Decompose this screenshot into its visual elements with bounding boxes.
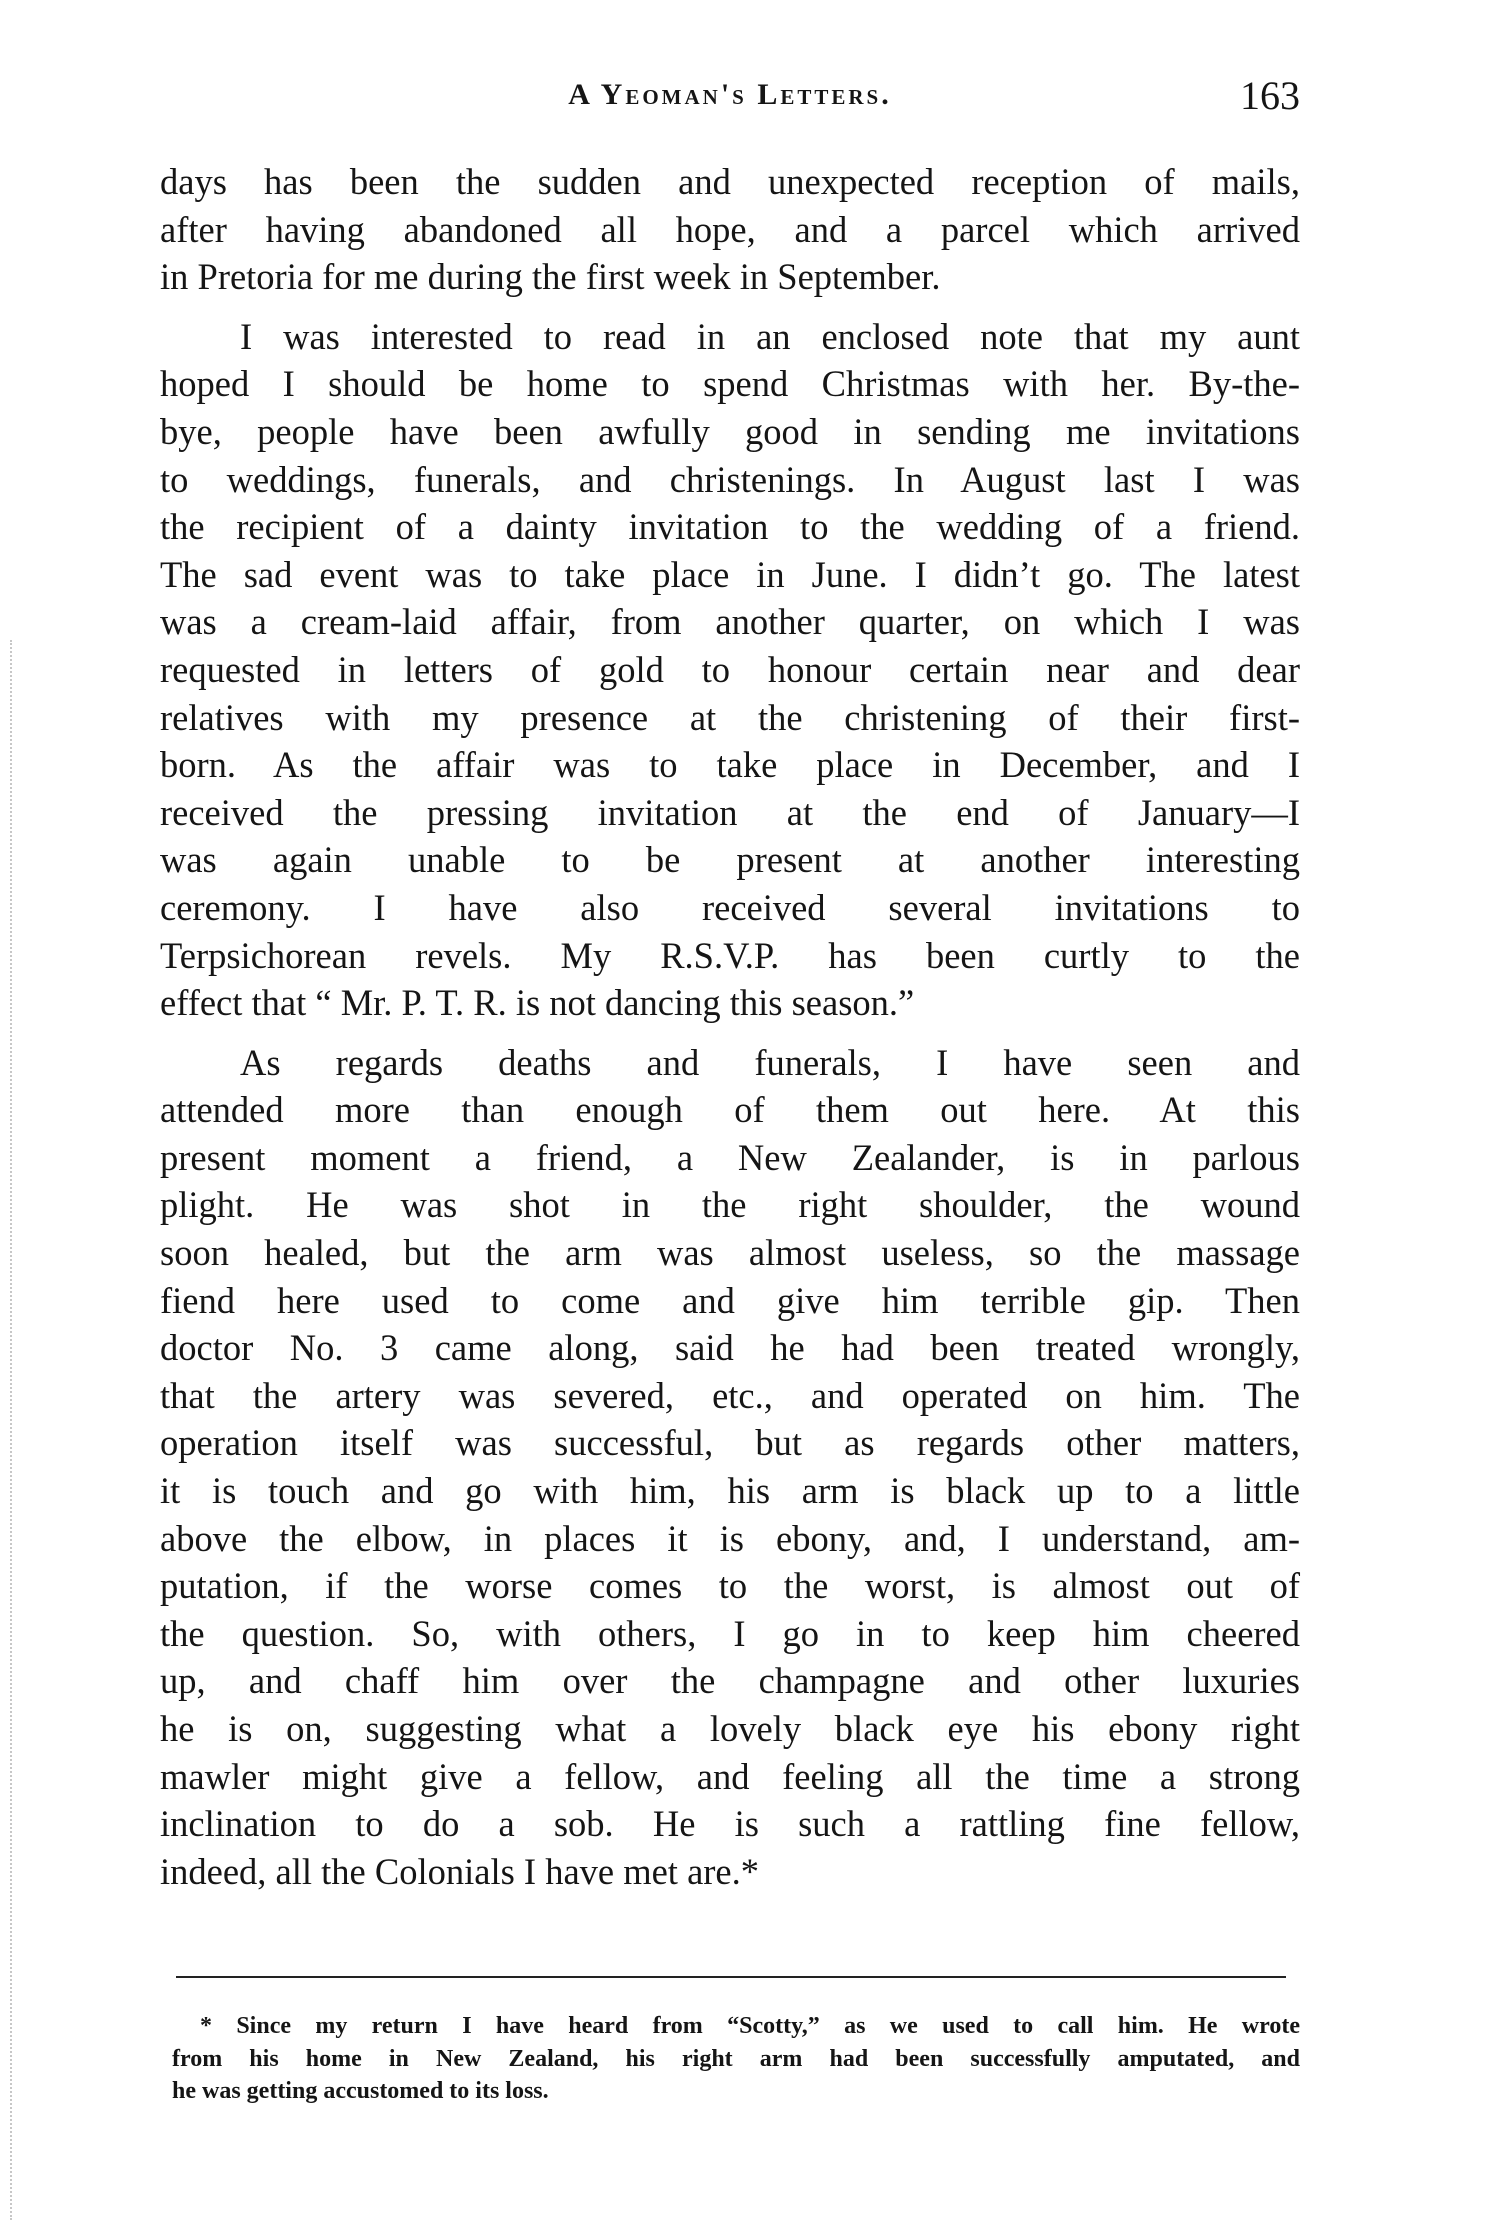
text-line: that the artery was severed, etc., and operated on him. The — [160, 1374, 1300, 1416]
text-line: putation, if the worse comes to the worst, is almost out of — [160, 1565, 1300, 1607]
footnote-rule — [176, 1976, 1286, 1978]
text-line: in Pretoria for me during the first week in September. — [160, 256, 941, 298]
text-line: I was interested to read in an enclosed note that my aunt — [240, 315, 1300, 357]
footnote — [172, 2010, 1300, 2108]
text-line: mawler might give a fellow, and feeling all the time a strong — [160, 1755, 1300, 1797]
paragraph-1 — [160, 158, 1300, 301]
text-line: to weddings, funerals, and christenings. In August last I was — [160, 458, 1300, 500]
text-line: the recipient of a dainty invitation to the wedding of a friend. — [160, 506, 1300, 548]
text-line: received the pressing invitation at the end of January—I — [160, 791, 1300, 833]
text-line: doctor No. 3 came along, said he had been treated wrongly, — [160, 1327, 1300, 1369]
page-number: 163 — [1240, 73, 1300, 118]
binding-gutter-marks — [10, 640, 15, 2220]
text-line: plight. He was shot in the right shoulder, the wound — [160, 1184, 1300, 1226]
text-line: Terpsichorean revels. My R.S.V.P. has been curtly to the — [160, 934, 1300, 976]
text-line: requested in letters of gold to honour certain near and dear — [160, 648, 1300, 690]
paragraph-2 — [160, 313, 1300, 1027]
text-line: he is on, suggesting what a lovely black eye his ebony right — [160, 1708, 1300, 1749]
text-line: days has been the sudden and unexpected reception of mails, — [160, 161, 1300, 202]
text-line: hoped I should be home to spend Christmas with her. By-the- — [160, 363, 1300, 405]
text-line: was a cream-laid affair, from another quarter, on which I was — [160, 601, 1300, 643]
text-line: fiend here used to come and give him terrible gip. Then — [160, 1279, 1300, 1321]
text-line: operation itself was successful, but as regards other matters, — [160, 1422, 1300, 1464]
footnote-line: from his home in New Zealand, his right arm had been successfully amputated, and — [172, 2045, 1300, 2072]
text-line: ceremony. I have also received several invitations to — [160, 886, 1300, 928]
text-line: up, and chaff him over the champagne and other luxuries — [160, 1660, 1300, 1702]
text-line: present moment a friend, a New Zealander, is in parlous — [160, 1136, 1300, 1178]
text-line: bye, people have been awfully good in sending me invitations — [160, 410, 1300, 452]
running-head — [160, 72, 1300, 124]
text-line: above the elbow, in places it is ebony, and, I understand, am- — [160, 1517, 1300, 1559]
body-text — [160, 158, 1300, 1895]
text-line: effect that “ Mr. P. T. R. is not dancing this season.” — [160, 982, 915, 1024]
text-line: after having abandoned all hope, and a parcel which arrived — [160, 208, 1300, 250]
text-line: was again unable to be present at another interesting — [160, 839, 1300, 881]
text-line: born. As the affair was to take place in December, and I — [160, 744, 1300, 786]
running-title: A Yeoman's Letters. — [568, 78, 892, 111]
text-line: inclination to do a sob. He is such a rattling fine fellow, — [160, 1803, 1300, 1845]
text-line: soon healed, but the arm was almost useless, so the massage — [160, 1232, 1300, 1274]
paragraph-3 — [160, 1039, 1300, 1896]
text-line: The sad event was to take place in June. I didn’t go. The latest — [160, 553, 1300, 595]
footnote-line: he was getting accustomed to its loss. — [172, 2078, 549, 2104]
text-line: As regards deaths and funerals, I have seen and — [240, 1041, 1300, 1083]
text-line: it is touch and go with him, his arm is black up to a little — [160, 1470, 1300, 1512]
footnote-line: * Since my return I have heard from “Scotty,” as we used to call him. He wrote — [200, 2013, 1300, 2039]
text-line: indeed, all the Colonials I have met are.* — [160, 1850, 760, 1892]
text-line: attended more than enough of them out here. At this — [160, 1089, 1300, 1131]
text-line: the question. So, with others, I go in to keep him cheered — [160, 1612, 1300, 1654]
text-line: relatives with my presence at the christening of their first- — [160, 696, 1300, 738]
